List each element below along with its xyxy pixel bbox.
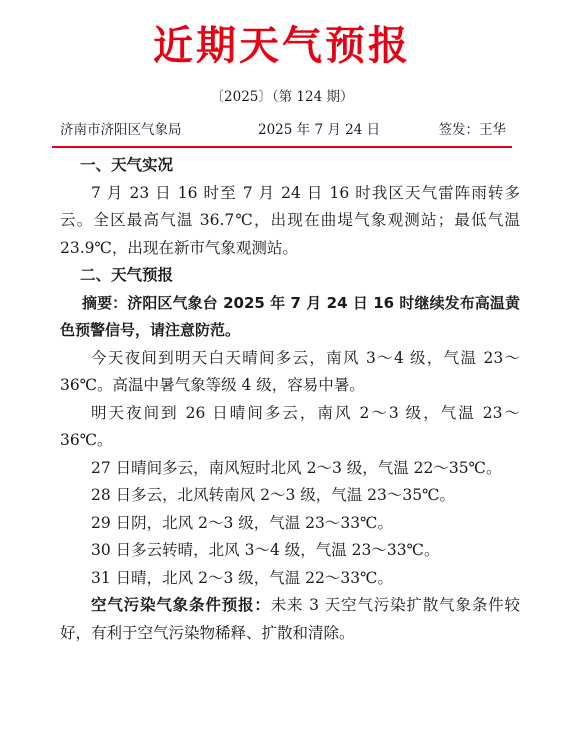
signer: 签发：王华 xyxy=(438,122,506,138)
air-quality-paragraph xyxy=(60,592,520,647)
forecast-paragraph: 今天夜间到明天白天晴间多云，南风 3～4 级，气温 23～36℃。高温中暑气象等级 4 级，容易中暑。 xyxy=(60,348,520,394)
issuer-row xyxy=(54,120,510,140)
daily-forecast-line: 28 日多云，北风转南风 2～3 级，气温 23～35℃。 xyxy=(91,486,455,504)
document-title: 近期天气预报 xyxy=(153,22,411,69)
daily-forecast-line: 27 日晴间多云，南风短时北风 2～3 级，气温 22～35℃。 xyxy=(91,458,502,477)
section-heading-observed: 一、天气实况 xyxy=(80,156,174,174)
forecast-summary: 摘要：济阳区气象台 2025 年 7 月 24 日 16 时继续发布高温黄色预警信号，请注意防范。 xyxy=(60,293,520,339)
daily-forecast-line: 30 日多云转晴，北风 3～4 级，气温 23～33℃。 xyxy=(91,541,440,559)
issuing-organization: 济南市济阳区气象局 xyxy=(60,122,182,138)
daily-forecast-line: 31 日晴，北风 2～3 级，气温 22～33℃。 xyxy=(91,568,393,587)
forecast-paragraph: 明天夜间到 26 日晴间多云，南风 2～3 级，气温 23～36℃。 xyxy=(60,403,520,449)
section-heading-forecast: 二、天气预报 xyxy=(80,266,174,284)
issue-number: 〔2025〕（第 124 期） xyxy=(210,89,354,105)
observed-paragraph: 7 月 23 日 16 时至 7 月 24 日 16 时我区天气雷阵雨转多云。全区最高气温 36.7℃，出现在曲堤气象观测站；最低气温 23.9℃，出现在新市气象观测站。 xyxy=(60,183,520,257)
issue-date: 2025 年 7 月 24 日 xyxy=(258,122,381,138)
document-body xyxy=(60,152,520,647)
air-quality-label: 空气污染气象条件预报： xyxy=(91,596,271,614)
air-quality-text: 未来 3 天空气污染扩散气象条件较好，有利于空气污染物稀释、扩散和清除。 xyxy=(60,596,520,642)
header-divider xyxy=(52,146,512,148)
daily-forecast-line: 29 日阴，北风 2～3 级，气温 23～33℃。 xyxy=(91,513,393,532)
